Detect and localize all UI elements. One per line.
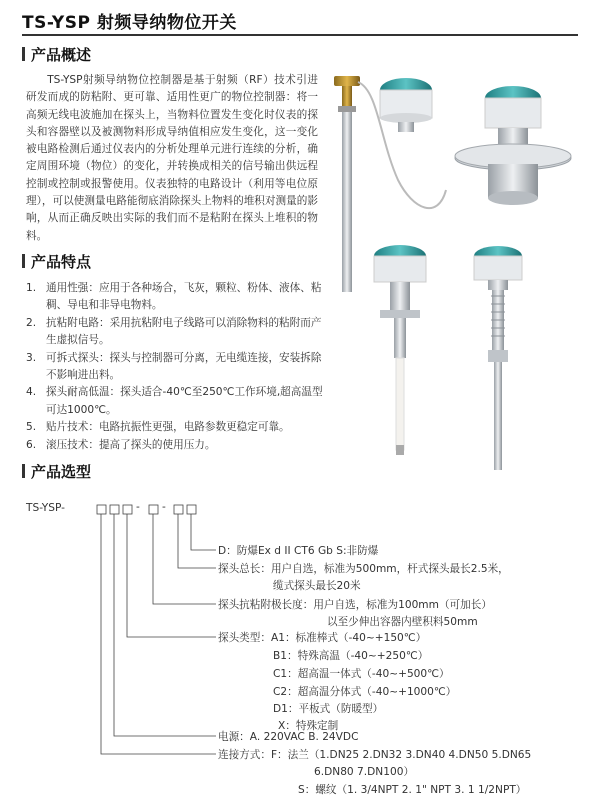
heading-bar xyxy=(22,47,25,61)
probe-type-a1: 探头类型：A1：标准棒式（-40~+150℃） xyxy=(218,632,427,644)
selection-heading-text: 产品选型 xyxy=(31,463,92,481)
probe-type-c1: C1：超高温一体式（-40~+500℃） xyxy=(273,668,450,680)
page-title: TS-YSP 射频导纳物位开关 xyxy=(22,13,237,33)
feature-item: 5. 贴片技术：电路抗振性更强，电路参数更稳定可靠。 xyxy=(26,421,290,434)
features-heading xyxy=(22,251,91,272)
selection-heading xyxy=(22,461,91,482)
probe-type-x: X：特殊定制 xyxy=(278,720,339,732)
feature-item: 2. 抗粘附电路：采用抗粘附电子线路可以消除物料的粘附而产生虚拟信号。 xyxy=(26,316,322,347)
features-list xyxy=(26,280,326,454)
product-photo-rod-probe xyxy=(360,240,440,460)
connection-thread: S：螺纹（1. 3/4NPT 2. 1" NPT 3. 1 1/2NPT） xyxy=(298,784,527,796)
probe-length-option-2: 缆式探头最长20米 xyxy=(273,580,361,592)
feature-item: 3. 可拆式探头：探头与控制器可分离，无电缆连接，安装拆除不影响进出料。 xyxy=(26,351,322,382)
code-dash: - xyxy=(162,501,166,513)
overview-text: TS-YSP射频导纳物位控制器是基于射频（RF）技术引进研发而成的防粘附、更可靠、适用性更广的物位控制器：将一高频无线电波施加在探头上，当物料位置发生变化时仪表的探头和容器壁以及被测物料形成导纳值相应发生变化，这一变化被电路检测后通过仪表内的分析处理单元进行连续的分析，确定周围环境（物位）的变化，并转换成相关的信号输出供远程控制或控制或报警使用。仪表独特的电路设计（利用等电位原理），可以使测量电路能彻底消除探头上物料的堆积对测量的影响，从而正确反映出实际的我们而不是粘附在探头上堆积的物料。 xyxy=(26,74,318,242)
product-photo-high-temp-probe xyxy=(458,240,538,480)
heading-bar xyxy=(22,464,25,478)
model-code-prefix: TS-YSP- xyxy=(26,502,65,514)
explosion-proof-option: D：防爆Ex d II CT6 Gb S:非防爆 xyxy=(218,545,379,557)
heading-bar xyxy=(22,254,25,268)
title-rule xyxy=(22,34,578,36)
overview-heading xyxy=(22,44,91,65)
product-photo-flange-probe xyxy=(448,80,578,215)
feature-item: 4. 探头耐高低温：探头适合-40℃至250℃工作环境,超高温型可达1000℃。 xyxy=(26,386,323,416)
feature-item: 1. 通用性强：应用于各种场合，飞灰，颗粒、粉体、液体、粘稠、导电和非导电物料。 xyxy=(26,282,322,312)
anti-adhesion-length-2: 以至少伸出容器内壁积料50mm xyxy=(327,616,478,628)
probe-type-b1: B1：特殊高温（-40~+250℃） xyxy=(273,650,429,662)
anti-adhesion-length: 探头抗粘附极长度：用户自选，标准为100mm（可加长） xyxy=(218,599,492,611)
power-option: 电源：A. 220VAC B. 24VDC xyxy=(218,731,359,743)
probe-type-d1: D1：平板式（防暖型） xyxy=(273,703,384,715)
code-dash: - xyxy=(136,501,140,513)
connection-flange: 连接方式：F：法兰（1.DN25 2.DN32 3.DN40 4.DN50 5.DN65 xyxy=(218,749,532,761)
probe-type-c2: C2：超高温分体式（-40~+1000℃） xyxy=(273,686,457,698)
selection-diagram xyxy=(0,490,600,800)
overview-heading-text: 产品概述 xyxy=(31,46,92,64)
features-heading-text: 产品特点 xyxy=(31,253,92,271)
feature-item: 6. 滚压技术：提高了探头的使用压力。 xyxy=(26,438,216,451)
connection-flange-2: 6.DN80 7.DN100） xyxy=(314,766,415,778)
probe-length-option: 探头总长：用户自选，标准为500mm，杆式探头最长2.5米， xyxy=(218,563,509,575)
